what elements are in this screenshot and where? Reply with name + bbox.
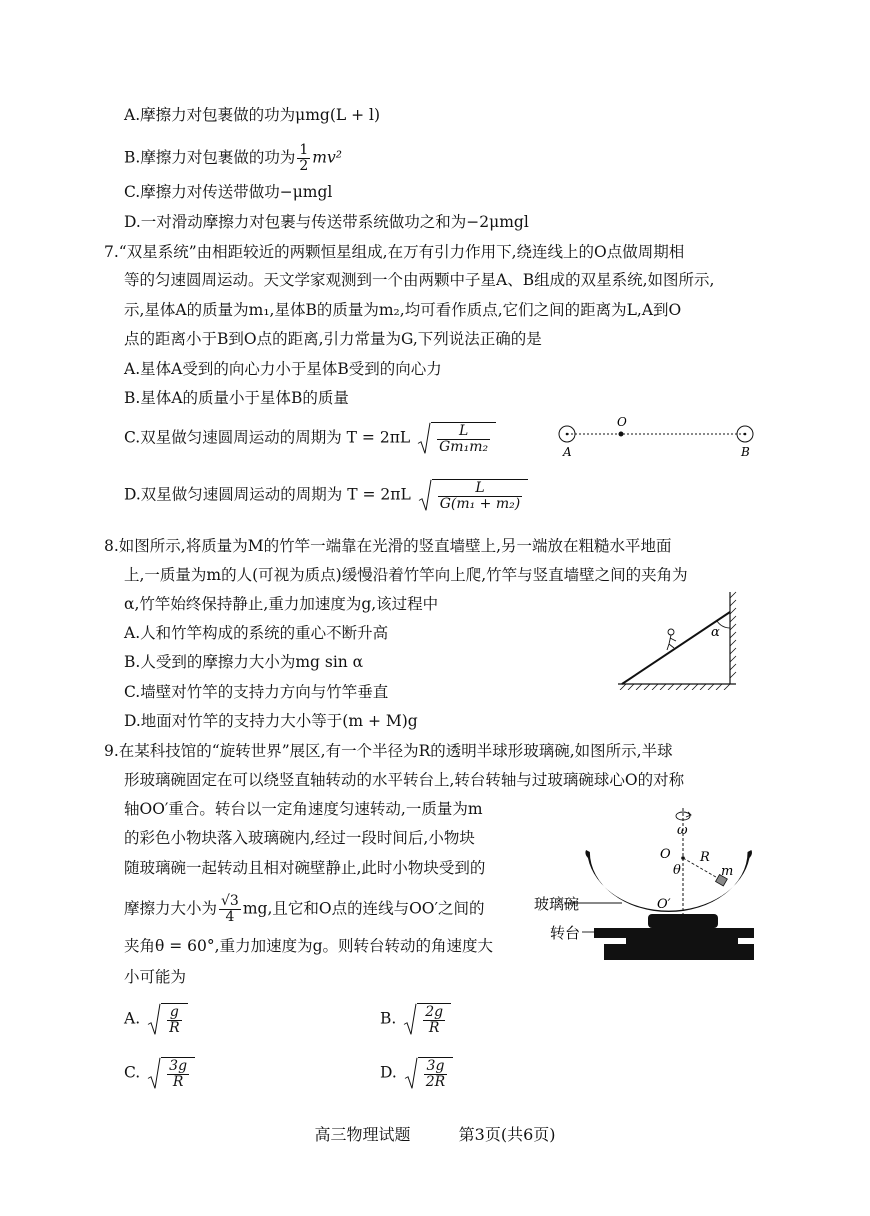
point-o bbox=[619, 432, 624, 437]
turntable-neck bbox=[626, 938, 738, 944]
q6-option-b-denominator: 2 bbox=[299, 158, 309, 174]
label-o: O bbox=[660, 847, 671, 862]
q9-option-c bbox=[124, 1057, 195, 1090]
ground-hatching bbox=[620, 684, 730, 690]
q8-stem-line1: 8.如图所示,将质量为M的竹竿一端靠在光滑的竖直墙壁上,另一端放在粗糙水平地面 bbox=[104, 537, 672, 555]
q9-stem-line6-suffix: mg,且它和O点的连线与OO′之间的 bbox=[242, 899, 485, 918]
q9-option-c-numerator: 3g bbox=[169, 1058, 188, 1074]
q7-stem-line4: 点的距离小于B到O点的距离,引力常量为G,下列说法正确的是 bbox=[124, 330, 542, 348]
q7-option-b: B.星体A的质量小于星体B的质量 bbox=[124, 389, 349, 407]
q9-friction-numerator: √3 bbox=[221, 893, 239, 909]
q9-option-d-numerator: 3g bbox=[424, 1059, 447, 1075]
bamboo-pole-figure bbox=[612, 588, 742, 690]
label-b: B bbox=[741, 445, 750, 459]
q9-stem-line7: 夹角θ = 60°,重力加速度为g。则转台转动的角速度大 bbox=[124, 937, 493, 955]
sqrt-sign-icon bbox=[404, 1057, 418, 1090]
q9-option-b-radical bbox=[403, 1003, 451, 1036]
q8-stem-line3: α,竹竿始终保持静止,重力加速度为g,该过程中 bbox=[124, 595, 439, 613]
q9-stem-line6-prefix: 摩擦力大小为 bbox=[124, 899, 218, 918]
label-o: O bbox=[617, 415, 627, 429]
page-footer bbox=[0, 1122, 870, 1145]
label-a: A bbox=[563, 445, 572, 459]
wall-hatching bbox=[730, 592, 736, 678]
binary-star-figure bbox=[555, 412, 765, 462]
q8-stem-line2: 上,一质量为m的人(可视为质点)缓慢沿着竹竿向上爬,竹竿与竖直墙壁之间的夹角为 bbox=[124, 566, 688, 584]
q9-option-d bbox=[380, 1057, 453, 1090]
q9-option-b-denominator: R bbox=[428, 1020, 440, 1036]
q7-option-d-prefix: D.双星做匀速圆周运动的周期为 T = 2πL bbox=[124, 485, 411, 504]
q7-option-d-numerator: L bbox=[438, 481, 523, 497]
q9-option-b-numerator: 2g bbox=[425, 1004, 444, 1020]
turntable-top bbox=[594, 928, 754, 938]
q6-option-b-numerator: 1 bbox=[299, 142, 309, 158]
footer-subject: 高三物理试题 bbox=[314, 1125, 411, 1144]
q7-option-c-denominator: Gm₁m₂ bbox=[439, 439, 489, 455]
q7-stem-line1: 7.“双星系统”由相距较近的两颗恒星组成,在万有引力作用下,绕连线上的O点做周期相 bbox=[104, 243, 685, 261]
q9-option-a-radical bbox=[147, 1003, 188, 1036]
q7-option-c-numerator: L bbox=[437, 424, 490, 440]
q6-option-b bbox=[124, 143, 342, 174]
q7-stem-line3: 示,星体A的质量为m₁,星体B的质量为m₂,均可看作质点,它们之间的距离为L,A到O bbox=[124, 301, 682, 319]
label-alpha: α bbox=[711, 625, 720, 640]
q6-option-b-fraction bbox=[297, 143, 310, 174]
sqrt-sign-icon bbox=[147, 1057, 161, 1090]
q7-option-c bbox=[124, 422, 496, 455]
rotating-bowl-figure bbox=[530, 804, 760, 974]
turntable-base bbox=[604, 944, 754, 960]
q6-option-b-prefix: B.摩擦力对包裹做的功为 bbox=[124, 148, 296, 167]
label-table: 转台 bbox=[550, 924, 581, 942]
q9-stem-line3: 轴OO′重合。转台以一定角速度匀速转动,一质量为m bbox=[124, 800, 483, 818]
q9-option-c-denominator: R bbox=[172, 1074, 184, 1090]
label-theta: θ bbox=[673, 863, 681, 878]
bamboo-pole bbox=[622, 612, 730, 684]
q6-option-b-suffix: mv² bbox=[312, 148, 342, 167]
q9-stem-line8: 小可能为 bbox=[124, 968, 187, 986]
q6-option-c: C.摩擦力对传送带做功−μmgl bbox=[124, 183, 333, 201]
q9-stem-line1: 9.在某科技馆的“旋转世界”展区,有一个半径为R的透明半球形玻璃碗,如图所示,半球 bbox=[104, 742, 673, 760]
q9-option-d-denominator: 2R bbox=[425, 1074, 446, 1090]
q9-stem-line4: 的彩色小物块落入玻璃碗内,经过一段时间后,小物块 bbox=[124, 829, 475, 847]
sqrt-sign-icon bbox=[418, 479, 432, 512]
q9-option-a-numerator: g bbox=[167, 1005, 182, 1021]
label-r: R bbox=[700, 850, 710, 865]
q8-option-d: D.地面对竹竿的支持力大小等于(m + M)g bbox=[124, 712, 418, 730]
label-m: m bbox=[721, 864, 734, 879]
q9-option-d-radical bbox=[404, 1057, 453, 1090]
turntable-hub bbox=[648, 914, 718, 928]
sqrt-sign-icon bbox=[147, 1003, 161, 1036]
q9-option-c-label: C. bbox=[124, 1063, 141, 1082]
q9-option-b bbox=[380, 1003, 451, 1036]
footer-page: 第3页(共6页) bbox=[458, 1125, 556, 1144]
q9-option-d-label: D. bbox=[380, 1063, 397, 1082]
label-omega: ω bbox=[677, 823, 688, 838]
q9-stem-line5: 随玻璃碗一起转动且相对碗壁静止,此时小物块受到的 bbox=[124, 859, 486, 877]
q9-friction-denominator: 4 bbox=[225, 909, 235, 925]
q8-option-a: A.人和竹竿构成的系统的重心不断升高 bbox=[124, 624, 389, 642]
sqrt-sign-icon bbox=[417, 422, 431, 455]
q7-option-c-prefix: C.双星做匀速圆周运动的周期为 T = 2πL bbox=[124, 428, 411, 447]
q6-option-a: A.摩擦力对包裹做的功为μmg(L + l) bbox=[124, 106, 381, 124]
label-bowl: 玻璃碗 bbox=[534, 895, 580, 913]
q8-option-c: C.墙壁对竹竿的支持力方向与竹竿垂直 bbox=[124, 683, 389, 701]
q7-option-c-radical bbox=[417, 422, 496, 455]
sqrt-sign-icon bbox=[403, 1003, 417, 1036]
q6-option-d: D.一对滑动摩擦力对包裹与传送带系统做功之和为−2μmgl bbox=[124, 213, 529, 231]
q9-option-a-denominator: R bbox=[169, 1020, 180, 1036]
q9-option-b-label: B. bbox=[380, 1009, 397, 1028]
q9-option-a-label: A. bbox=[124, 1009, 141, 1028]
climbing-person-icon bbox=[667, 629, 676, 650]
q8-option-b: B.人受到的摩擦力大小为mg sin α bbox=[124, 653, 364, 671]
q9-stem-line6 bbox=[124, 894, 485, 925]
label-o-prime: O′ bbox=[657, 897, 671, 912]
q9-stem-line2: 形玻璃碗固定在可以绕竖直轴转动的水平转台上,转台转轴与过玻璃碗球心O的对称 bbox=[124, 771, 685, 789]
q7-option-d bbox=[124, 479, 528, 512]
q9-friction-fraction bbox=[219, 894, 241, 925]
q7-option-a: A.星体A受到的向心力小于星体B受到的向心力 bbox=[124, 360, 442, 378]
q7-stem-line2: 等的匀速圆周运动。天文学家观测到一个由两颗中子星A、B组成的双星系统,如图所示, bbox=[124, 271, 715, 289]
q7-option-d-denominator: G(m₁ + m₂) bbox=[439, 496, 521, 512]
q9-option-c-radical bbox=[147, 1057, 195, 1090]
q9-option-a bbox=[124, 1003, 188, 1036]
q7-option-d-radical bbox=[418, 479, 529, 512]
